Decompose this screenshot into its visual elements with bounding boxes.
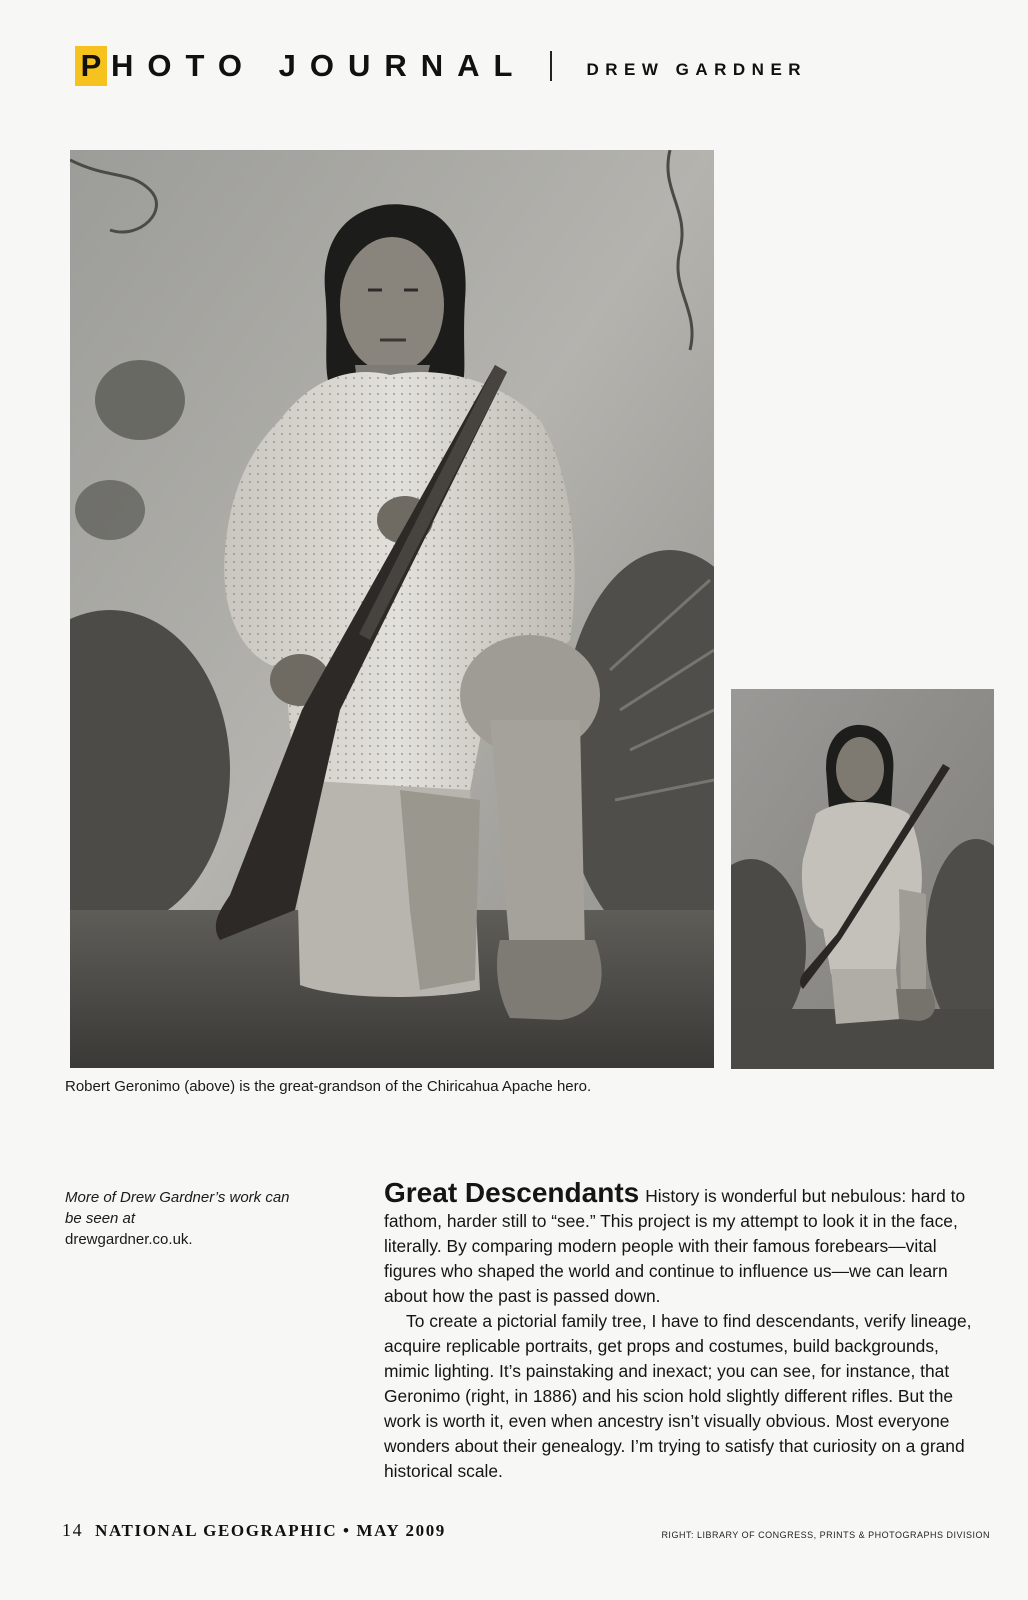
header-divider [550, 51, 552, 81]
article-body [384, 1177, 984, 1484]
magazine-issue: NATIONAL GEOGRAPHIC • MAY 2009 [95, 1521, 446, 1540]
article-paragraph-2: To create a pictorial family tree, I have to find descendants, verify lineage, acquire replicable portraits, get props and costumes, build backgrounds, mimic lighting. It’s painstaking and inexact; you can see, for instance, that Geronimo (right, in 1886) and his scion hold slightly different rifles. But the work is worth it, even when ancestry isn’t visually obvious. Most everyone wonders about their genealogy. I’m trying to satisfy that curiosity on a grand historical scale. [384, 1311, 972, 1481]
article-paragraph-1-text: History is wonderful but nebulous: hard to fathom, harder still to “see.” This project is my attempt to look it in the face, literally. By comparing modern people with their famous forebears—vital figures who shaped the world and continue to influence us—we can learn about how the past is passed down. [384, 1186, 966, 1306]
article-paragraph-1 [384, 1177, 984, 1309]
page-footer [62, 1520, 446, 1541]
website-link[interactable]: drewgardner.co.uk. [65, 1231, 193, 1248]
sidenote [65, 1187, 295, 1250]
section-title: HOTO JOURNAL [111, 48, 527, 83]
main-portrait-photo [70, 150, 714, 1068]
section-initial-highlight: P [75, 46, 107, 86]
photo-caption: Robert Geronimo (above) is the great-grandson of the Chiricahua Apache hero. [65, 1078, 592, 1095]
section-header [75, 46, 807, 86]
page-number: 14 [62, 1520, 84, 1540]
author-name: DREW GARDNER [586, 60, 808, 79]
photo-credit: RIGHT: LIBRARY OF CONGRESS, PRINTS & PHOTOGRAPHS DIVISION [661, 1530, 990, 1540]
historical-portrait-photo [731, 689, 994, 1069]
sidenote-text: More of Drew Gardner’s work can be seen at [65, 1189, 290, 1227]
article-headline: Great Descendants [384, 1177, 640, 1208]
